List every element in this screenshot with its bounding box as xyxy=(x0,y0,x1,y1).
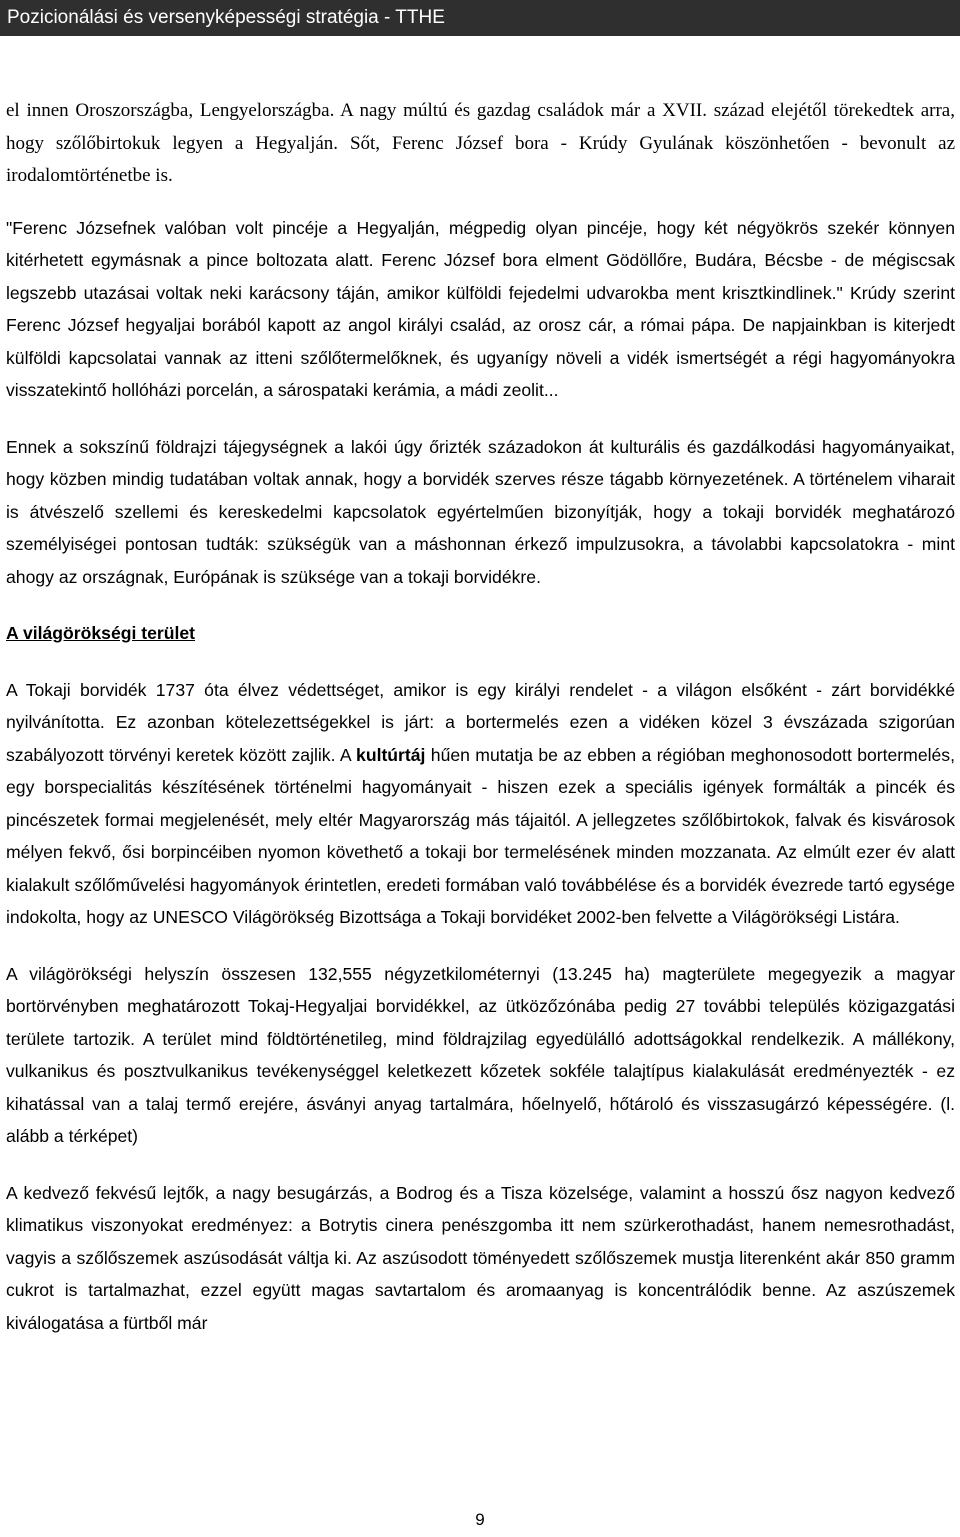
paragraph-3: Ennek a sokszínű földrajzi tájegységnek a lakói úgy őrizték századokon át kulturális és gazdálkodási hagyományaikat, hogy közben mindig tudatában voltak annak, hogy a borvidék szerves része tágabb környezetének. A történelem viharait is átvészelő szellemi és kereskedelmi kapcsolatok egyértelműen bizonyítják, hogy a tokaji borvidék meghatározó személyiségei pontosan tudták: szükségük van a máshonnan érkező impulzusokra, a távolabbi kapcsolatokra - mint ahogy az országnak, Európának is szüksége van a tokaji borvidékre. xyxy=(6,436,955,587)
paragraph-1: el innen Oroszországba, Lengyelországba. A nagy múltú és gazdag családok már a XVII. század elejétől törekedtek arra, hogy szőlőbirtokuk legyen a Hegyalján. Sőt, Ferenc József bora - Krúdy Gyulának köszönhetően - bevonult az irodalomtörténetbe is. xyxy=(6,100,955,186)
paragraph-2: "Ferenc Józsefnek valóban volt pincéje a Hegyalján, mégpedig olyan pincéje, hogy két négyökrös szekér könnyen kitérhetett egymásnak a pince boltozata alatt. Ferenc József bora elment Gödöllőre, Budára, Bécsbe - de mégiscsak legszebb utazásai voltak neki karácsony táján, amikor külföldi fejedelmi udvarokba ment krisztkindlinek." Krúdy szerint Ferenc József hegyaljai borából kapott az angol királyi család, az orosz cár, a római pápa. De napjainkban is kiterjedt külföldi kapcsolatai vannak az itteni szőlőtermelőknek, és ugyanígy növeli a vidék ismertségét a régi hagyományokra visszatekintő hollóházi porcelán, a sárospataki kerámia, a mádi zeolit... xyxy=(6,217,955,400)
document-title: Pozicionálási és versenyképességi stratégia - TTHE xyxy=(7,7,445,28)
paragraph-4 xyxy=(6,674,955,934)
page-number: 9 xyxy=(475,1510,485,1529)
paragraph-4-bold: kultúrtáj xyxy=(356,744,426,765)
paragraph-4-part-2: hűen mutatja be az ebben a régióban meghonosodott bortermelés, egy borspecialitás készítésének történelmi hagyományait - hiszen ezek a speciális igények formálták a pincék és pincészetek formai megjelenését, mely eltér Magyarország más tájaitól. A jellegzetes szőlőbirtokok, falvak és kisvárosok mélyen fekvő, ősi borpincéiben nyomon követhető a tokaji bor termelésének minden mozzanata. Az elmúlt ezer év alatt kialakult szőlőművelési hagyományok érintetlen, eredeti formában való továbbélése és a borvidék évezrede tartó egysége indokolta, hogy az UNESCO Világörökség Bizottsága a Tokaji borvidéket 2002-ben felvette a Világörökségi Listára. xyxy=(6,744,955,927)
document-body xyxy=(6,95,955,1339)
document-header xyxy=(0,0,960,36)
paragraph-4-part-1: A Tokaji borvidék 1737 óta élvez védettséget, amikor is egy királyi rendelet - a világon elsőként - zárt borvidékké nyilvánította. Ez azonban kötelezettségekkel is járt: a bortermelés ezen a vidéken közel 3 évszázada szigorúan szabályozott törvényi keretek között zajlik. A xyxy=(6,679,955,765)
paragraph-6: A kedvező fekvésű lejtők, a nagy besugárzás, a Bodrog és a Tisza közelsége, valamint a hosszú ősz nagyon kedvező klimatikus viszonyokat eredményez: a Botrytis cinera penészgomba itt nem szürkerothadást, hanem nemesrothadást, vagyis a szőlőszemek aszúsodását váltja ki. Az aszúsodott töményedett szőlőszemek mustja literenként akár 850 gramm cukrot is tartalmazhat, ezzel együtt magas savtartalom és aromaanyag is koncentrálódik benne. Az aszúszemek kiválogatása a fürtből már xyxy=(6,1182,955,1333)
paragraph-5: A világörökségi helyszín összesen 132,555 négyzetkilométernyi (13.245 ha) magterülete megegyezik a magyar bortörvényben meghatározott Tokaj-Hegyaljai borvidékkel, az ütközőzónába pedig 27 további település közigazgatási területe tartozik. A terület mind földtörténetileg, mind földrajzilag egyedülálló adottságokkal rendelkezik. A mállékony, vulkanikus és posztvulkanikus tevékenységgel keletkezett kőzetek sokféle talajtípus kialakulását eredményezték - ez kihatással van a talaj termő erejére, ásványi anyag tartalmára, hőelnyelő, hőtároló és visszasugárzó képességére. (l. alább a térképet) xyxy=(6,963,955,1146)
section-title: A világörökségi terület xyxy=(6,623,196,643)
